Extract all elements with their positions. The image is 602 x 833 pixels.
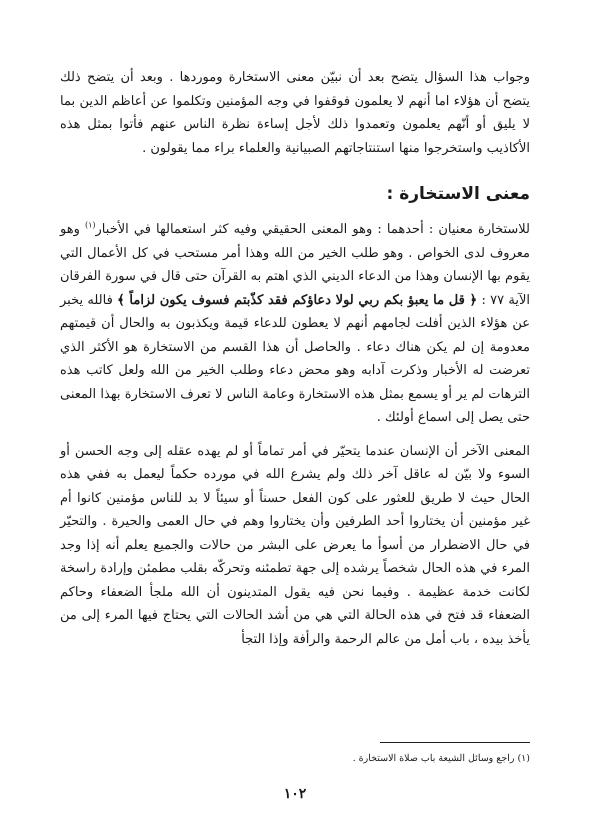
- definition-paragraph: [60, 218, 530, 430]
- book-page: [60, 60, 530, 800]
- footnote-reference: (١): [84, 220, 96, 230]
- footnote: (١) راجع وسائل الشيعة باب صلاة الاستخارة .: [352, 753, 530, 764]
- quran-quote: ﴿ قل ما يعبؤ بكم ربي لولا دعاؤكم فقد كذّبتم فسوف يكون لزاماً ﴾: [117, 292, 478, 308]
- definition-text-start: للاستخارة معنيان : أحدهما : وهو المعنى الحقيقي وفيه كثر استعمالها في الأخبار: [95, 222, 531, 237]
- definition-text-middle: وهو معروف لدى الخواص . وهو طلب الخير من الله وهذا أمر مستحب في كل الأعمال التي يقوم بها الإنسان وهذا من الدعاء الديني الذي اهتم به القرآن حتى قال في سورة الفرقان الآية ٧٧ :: [60, 222, 530, 308]
- footnote-divider: [380, 742, 530, 743]
- page-number: ١٠٢: [283, 786, 307, 802]
- section-heading: معنى الاستخارة :: [386, 184, 530, 204]
- intro-paragraph: وجواب هذا السؤال يتضح بعد أن نبيّن معنى الاستخارة وموردها . وبعد أن يتضح ذلك يتضح أن هؤلاء اما أنهم لا يعلمون فوقفوا في وجه المؤمنين وتكلموا عن أعاظم الدين بما لا يليق أو أنّهم يعلمون وتعمدوا ذلك لأجل إساءة نظرة الناس عنهم فأتوا بمثل هذه الأكاذيب واستخرجوا منها استنتاجاتهم الصبيانية والعلماء براء مما يقولون .: [60, 70, 530, 156]
- second-meaning-paragraph: المعنى الآخر أن الإنسان عندما يتحيّر في أمر تماماً أو لم يهده عقله إلى وجه الحسن أو السوء ولا بيّن له عاقل آخر ذلك ولم يشرع الله في مورده حكماً ليعمل به ففي هذه الحال حيث لا طريق للعثور على كون الفعل حسناً أو سيئاً لا بد للناس مؤمنين كانوا أم غير مؤمنين أن يختاروا أحد الطرفين وأن يختاروا وهم في حال العمى والحيرة . والتحيّر في حال الاضطرار من أسوأ ما يعرض على البشر من حالات والجميع يعلم أنه إذا وجد المرء في هذه الحال شخصاً يرشده إلى جهة تطمئنه وتحركّه بقلب مطمئن وإرادة راسخة لكانت خدمة عظيمة . وفيما نحن فيه يقول المتدينون أن الله ملجأ الضعفاء وحاكم الضعفاء قد فتح في هذه الحالة التي هي من أشد الحالات التي يحتاج فيها المرء إلى من يأخذ بيده ، باب أمل من عالم الرحمة والرأفة وإذا التجأ: [60, 443, 530, 647]
- definition-text-end: فالله يخبر عن هؤلاء الذين أفلت لجامهم أنهم لا يعطون للدعاء قيمة ويكذبون به والحال أن قيمتهم معدومة إن لم يكن هناك دعاء . والحاصل أن هذا القسم من الاستخارة هو الأكثر الذي تعرضت له الأخبار وذكرت آدابه وهو محض دعاء وطلب الخير من الله ولعل كاتب هذه الترهات لم ير أو يسمع بمثل هذه الاستخارة وعامة الناس لا تعرف الاستخارة بهذا المعنى حتى يصل إلى اسماع أولئك .: [60, 292, 530, 425]
